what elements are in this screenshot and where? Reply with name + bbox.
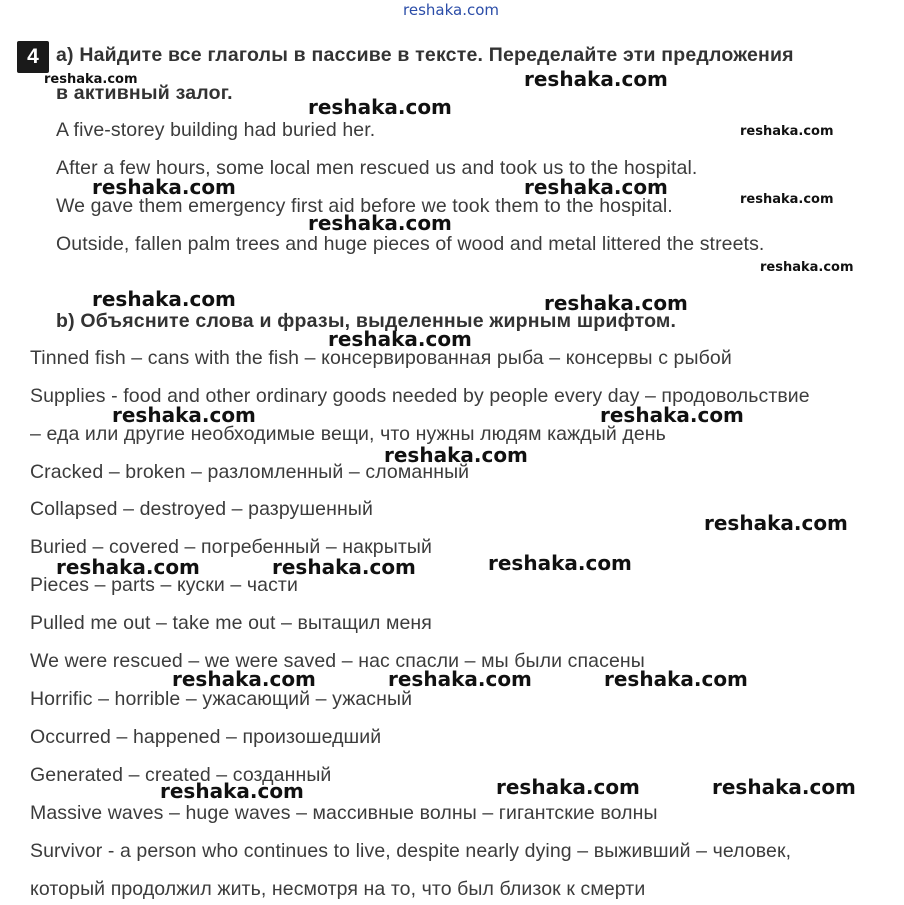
vocab-line: Collapsed – destroyed – разрушенный (30, 498, 373, 520)
watermark: reshaka.com (704, 511, 848, 535)
watermark: reshaka.com (384, 443, 528, 467)
vocab-line: Pulled me out – take me out – вытащил меня (30, 612, 432, 634)
watermark: reshaka.com (160, 779, 304, 803)
watermark: reshaka.com (92, 287, 236, 311)
watermark: reshaka.com (760, 260, 854, 275)
watermark: reshaka.com (328, 327, 472, 351)
vocab-line: Tinned fish – cans with the fish – консервированная рыба – консервы с рыбой (30, 347, 732, 369)
watermark: reshaka.com (308, 211, 452, 235)
watermark: reshaka.com (388, 667, 532, 691)
watermark: reshaka.com (496, 775, 640, 799)
watermark: reshaka.com (44, 72, 138, 87)
vocab-line: который продолжил жить, несмотря на то, что был близок к смерти (30, 878, 646, 900)
watermark: reshaka.com (56, 555, 200, 579)
part-a-sentence: We gave them emergency first aid before we took them to the hospital. (56, 195, 673, 217)
vocab-line: Pieces – parts – куски – части (30, 574, 298, 596)
vocab-line: Generated – created – созданный (30, 764, 332, 786)
exercise-number-badge: 4 (17, 41, 49, 73)
vocab-line: Buried – covered – погребенный – накрытый (30, 536, 432, 558)
part-b-instruction: b) Объясните слова и фразы, выделенные жирным шрифтом. (56, 310, 677, 332)
watermark: reshaka.com (112, 403, 256, 427)
vocab-line: Survivor - a person who continues to live, despite nearly dying – выживший – человек, (30, 840, 792, 862)
watermark: reshaka.com (308, 95, 452, 119)
part-a-sentence: A five-storey building had buried her. (56, 119, 376, 141)
watermark: reshaka.com (740, 124, 834, 139)
watermark: reshaka.com (272, 555, 416, 579)
part-a-instruction-line-2: в активный залог. (56, 82, 233, 104)
watermark: reshaka.com (92, 175, 236, 199)
vocab-line: Occurred – happened – произошедший (30, 726, 382, 748)
watermark: reshaka.com (712, 775, 856, 799)
part-a-sentence: After a few hours, some local men rescued us and took us to the hospital. (56, 157, 698, 179)
vocab-line: Massive waves – huge waves – массивные волны – гигантские волны (30, 802, 658, 824)
watermark: reshaka.com (524, 67, 668, 91)
vocab-line: Cracked – broken – разломленный – сломанный (30, 461, 470, 483)
watermark: reshaka.com (172, 667, 316, 691)
watermark: reshaka.com (740, 192, 834, 207)
vocab-line: – еда или другие необходимые вещи, что нужны людям каждый день (30, 423, 666, 445)
watermark: reshaka.com (544, 291, 688, 315)
watermark: reshaka.com (524, 175, 668, 199)
watermark: reshaka.com (488, 551, 632, 575)
vocab-line: Horrific – horrible – ужасающий – ужасный (30, 688, 413, 710)
part-a-instruction-line-1: a) Найдите все глаголы в пассиве в тексте. Переделайте эти предложения (56, 44, 794, 66)
vocab-line: We were rescued – we were saved – нас спасли – мы были спасены (30, 650, 645, 672)
vocab-line: Supplies - food and other ordinary goods needed by people every day – продовольствие (30, 385, 810, 407)
site-link[interactable]: reshaka.com (403, 1, 499, 19)
watermark: reshaka.com (600, 403, 744, 427)
watermark: reshaka.com (604, 667, 748, 691)
part-a-sentence: Outside, fallen palm trees and huge pieces of wood and metal littered the streets. (56, 233, 765, 255)
